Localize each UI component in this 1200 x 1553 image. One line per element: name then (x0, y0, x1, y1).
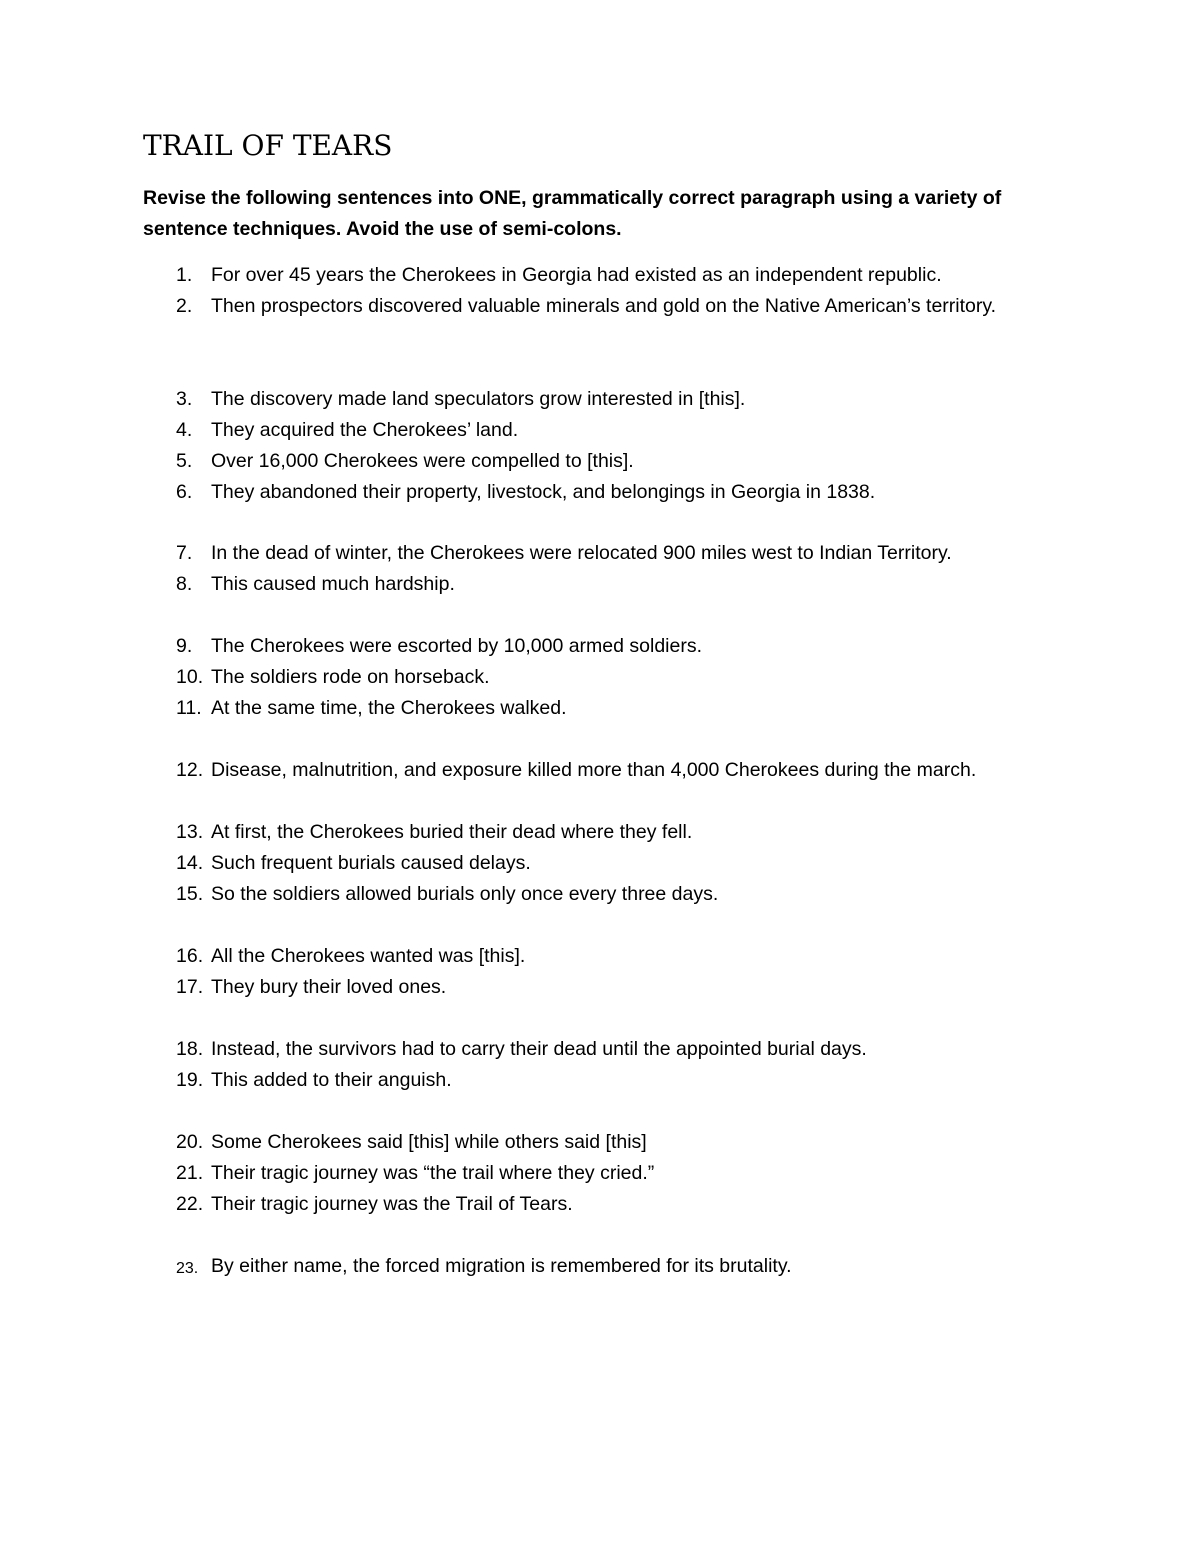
item-text: This added to their anguish. (211, 1069, 452, 1091)
item-number: 15. (176, 883, 204, 905)
item-text: Their tragic journey was the Trail of Tears. (211, 1193, 573, 1215)
item-text: Instead, the survivors had to carry their dead until the appointed burial days. (211, 1038, 867, 1060)
item-text: For over 45 years the Cherokees in Georgia had existed as an independent republic. (211, 264, 942, 286)
item-text: Such frequent burials caused delays. (211, 852, 531, 874)
item-number: 16. (176, 945, 204, 967)
item-number: 12. (176, 759, 204, 781)
instructions-text: Revise the following sentences into ONE, grammatically correct paragraph using a variety of sentence techniques. Avoid the use of semi-colons. (143, 187, 1002, 240)
item-text: Some Cherokees said [this] while others said [this] (211, 1131, 647, 1153)
item-number: 7. (176, 542, 193, 564)
item-text: So the soldiers allowed burials only once every three days. (211, 883, 719, 905)
item-text: This caused much hardship. (211, 573, 455, 595)
item-number: 22. (176, 1193, 204, 1215)
item-number: 19. (176, 1069, 204, 1091)
item-text: They bury their loved ones. (211, 976, 447, 998)
item-text: The soldiers rode on horseback. (211, 666, 490, 688)
item-number: 4. (176, 419, 193, 441)
item-number: 13. (176, 821, 204, 843)
item-number: 18. (176, 1038, 204, 1060)
item-number: 20. (176, 1131, 204, 1153)
item-text: The discovery made land speculators grow interested in [this]. (211, 388, 746, 410)
item-text: They acquired the Cherokees’ land. (211, 419, 519, 441)
item-text: At first, the Cherokees buried their dead where they fell. (211, 821, 693, 843)
item-number: 2. (176, 295, 193, 317)
item-number: 8. (176, 573, 193, 595)
item-number: 6. (176, 481, 193, 503)
document-title: TRAIL OF TEARS (143, 129, 393, 162)
item-number: 21. (176, 1162, 204, 1184)
item-number: 11. (176, 697, 202, 719)
item-text: The Cherokees were escorted by 10,000 armed soldiers. (211, 635, 703, 657)
item-number: 1. (176, 264, 193, 286)
item-number: 10. (176, 666, 204, 688)
item-text: Over 16,000 Cherokees were compelled to [this]. (211, 450, 634, 472)
item-text: They abandoned their property, livestock, and belongings in Georgia in 1838. (211, 481, 876, 503)
item-text: In the dead of winter, the Cherokees were relocated 900 miles west to Indian Territory. (211, 542, 952, 564)
item-number: 5. (176, 450, 193, 472)
item-number: 23. (176, 1260, 199, 1277)
item-number: 14. (176, 852, 204, 874)
item-text: Their tragic journey was “the trail where they cried.” (211, 1162, 655, 1184)
item-text: At the same time, the Cherokees walked. (211, 697, 567, 719)
item-text: All the Cherokees wanted was [this]. (211, 945, 526, 967)
item-number: 3. (176, 388, 193, 410)
item-number: 17. (176, 976, 204, 998)
item-text: Disease, malnutrition, and exposure killed more than 4,000 Cherokees during the march. (211, 759, 977, 781)
item-text: Then prospectors discovered valuable minerals and gold on the Native American’s territory. (211, 295, 997, 317)
item-number: 9. (176, 635, 193, 657)
item-text: By either name, the forced migration is remembered for its brutality. (211, 1255, 792, 1277)
